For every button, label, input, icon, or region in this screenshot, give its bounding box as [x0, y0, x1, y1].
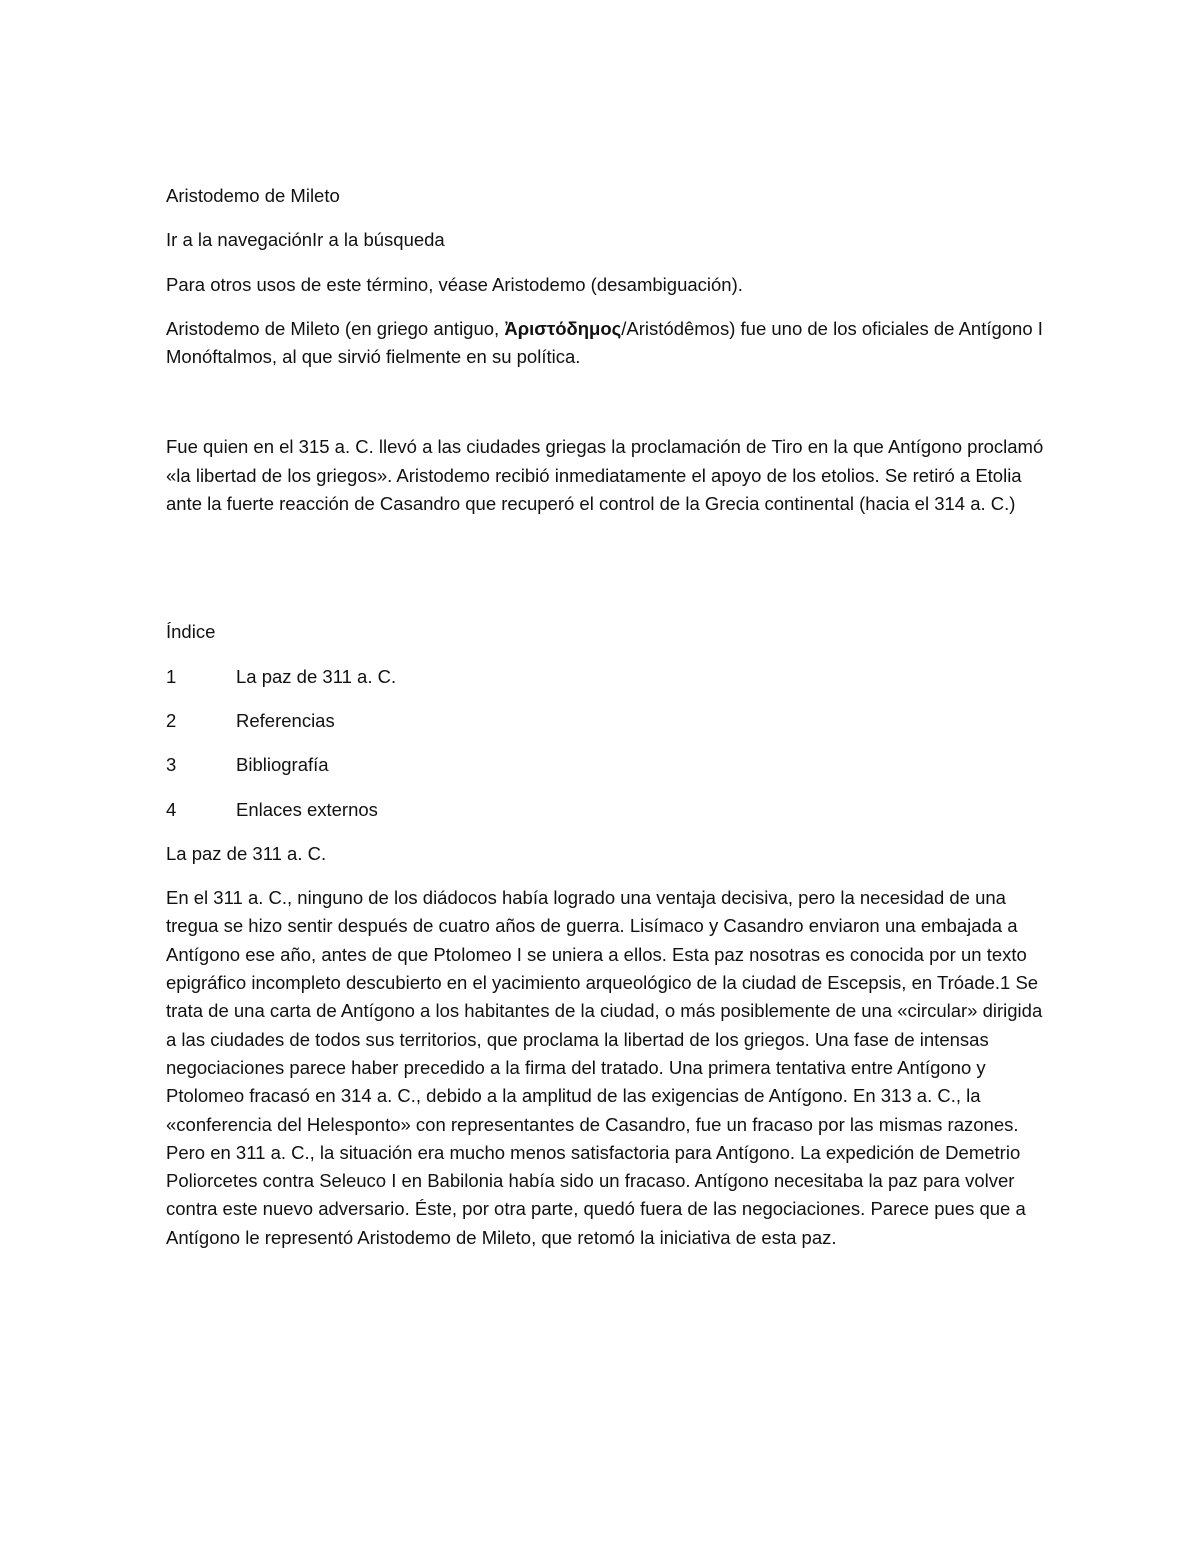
document-title: Aristodemo de Mileto	[166, 185, 340, 206]
disambiguation-note: Para otros usos de este término, véase Aristodemo (desambiguación).	[166, 273, 743, 295]
section-heading: La paz de 311 a. C.	[166, 842, 327, 864]
document-page	[166, 182, 1046, 1252]
toc-label: Bibliografía	[236, 754, 329, 776]
intro-text-start: Aristodemo de Mileto (en griego antiguo,	[166, 317, 505, 339]
toc-item[interactable]	[166, 663, 1046, 691]
toc-number: 3	[166, 754, 177, 776]
toc-item[interactable]	[166, 707, 1046, 735]
toc-label: Referencias	[236, 709, 335, 731]
intro-text-end: /Aristódêmos) fue uno de los oficiales de Antígono I Monóftalmos, al que sirvió fielmente en su política.	[166, 317, 1043, 368]
toc-number: 2	[166, 709, 177, 731]
toc-label: Enlaces externos	[236, 798, 378, 820]
toc-number: 1	[166, 665, 177, 687]
intro-paragraph	[166, 315, 1046, 372]
toc-label: La paz de 311 a. C.	[236, 665, 397, 687]
toc-item[interactable]	[166, 751, 1046, 779]
toc-number: 4	[166, 798, 177, 820]
greek-name: Ἀριστόδημος	[504, 317, 622, 339]
index-heading: Índice	[166, 621, 216, 643]
section-body: En el 311 a. C., ninguno de los diádocos había logrado una ventaja decisiva, pero la necesidad de una tregua se hizo sentir después de cuatro años de guerra. Lisímaco y Casandro enviaron una embajada a Antígono ese año, antes de que Ptolomeo I se uniera a ellos. Esta paz nosotras es conocida por un texto epigráfico incompleto descubierto en el yacimiento arqueológico de la ciudad de Escepsis, en Tróade.1 Se trata de una carta de Antígono a los habitantes de la ciudad, o más posiblemente de una «circular» dirigida a las ciudades de todos sus territorios, que proclama la libertad de los griegos. Una fase de intensas negociaciones parece haber precedido a la firma del tratado. Una primera tentativa entre Antígono y Ptolomeo fracasó en 314 a. C., debido a la amplitud de las exigencias de Antígono. En 313 a. C., la «conferencia del Helesponto» con representantes de Casandro, fue un fracaso por las mismas razones. Pero en 311 a. C., la situación era mucho menos satisfactoria para Antígono. La expedición de Demetrio Poliorcetes contra Seleuco I en Babilonia había sido un fracaso. Antígono necesitaba la paz para volver contra este nuevo adversario. Éste, por otra parte, quedó fuera de las negociaciones. Parece pues que a Antígono le representó Aristodemo de Mileto, que retomó la iniciativa de esta paz.	[166, 887, 1043, 1248]
navigation-links-text: Ir a la navegaciónIr a la búsqueda	[166, 229, 445, 251]
tiro-paragraph: Fue quien en el 315 a. C. llevó a las ciudades griegas la proclamación de Tiro en la que Antígono proclamó «la libertad de los griegos». Aristodemo recibió inmediatamente el apoyo de los etolios. Se retiró a Etolia ante la fuerte reacción de Casandro que recuperó el control de la Grecia continental (hacia el 314 a. C.)	[166, 436, 1044, 515]
toc-item[interactable]	[166, 796, 1046, 824]
